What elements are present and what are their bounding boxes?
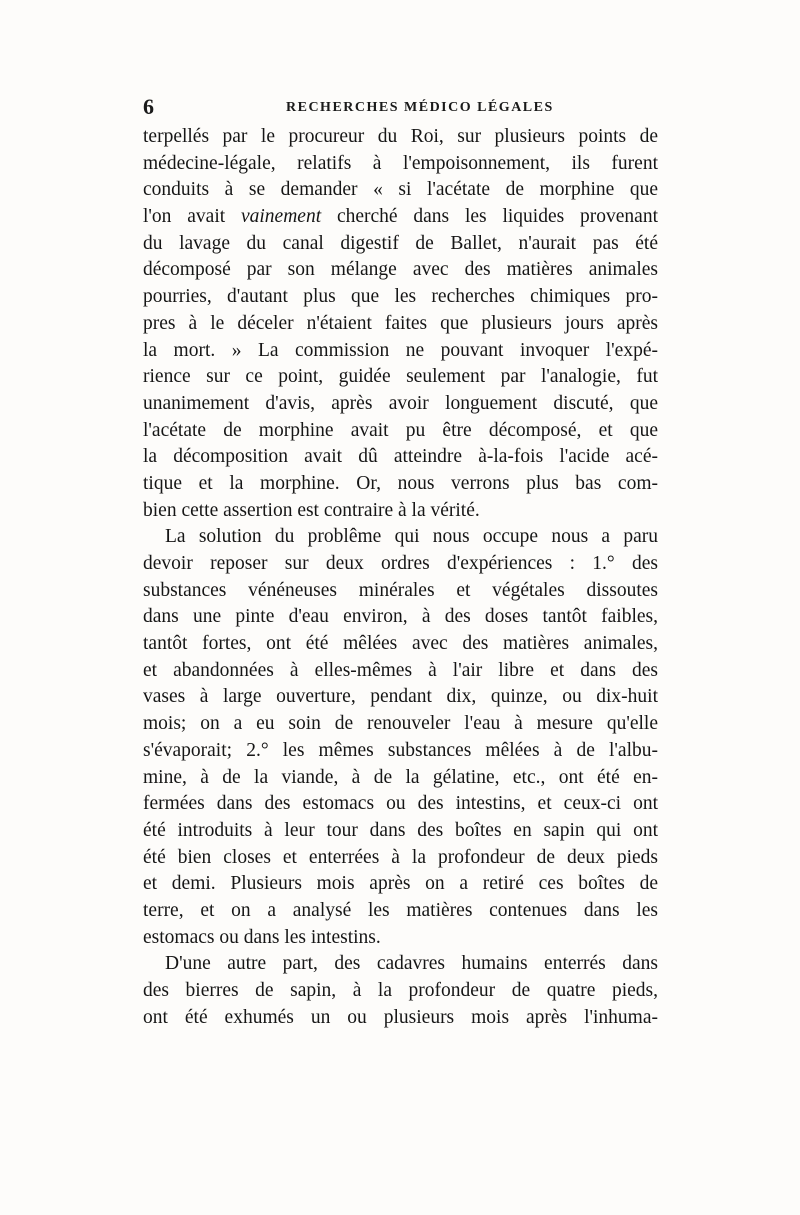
text-line: pres à le déceler n'étaient faites que plusieurs jours après: [143, 312, 658, 334]
text-line: estomacs ou dans les intestins.: [143, 926, 381, 948]
text-line: décomposé par son mélange avec des matières animales: [143, 259, 658, 281]
text-line: substances vénéneuses minérales et végétales dissoutes: [143, 579, 658, 601]
text-line: et demi. Plusieurs mois après on a retiré ces boîtes de: [143, 873, 658, 895]
page-header: [143, 94, 658, 118]
text-line: la mort. » La commission ne pouvant invoquer l'expé-: [143, 339, 658, 361]
text-segment: cherché dans les liquides provenant: [321, 206, 658, 228]
text-line: des bierres de sapin, à la profondeur de quatre pieds,: [143, 980, 658, 1001]
text-line: tantôt fortes, ont été mêlées avec des matières animales,: [143, 633, 658, 655]
text-line: terre, et on a analysé les matières contenues dans les: [143, 899, 658, 921]
text-line: du lavage du canal digestif de Ballet, n'aurait pas été: [143, 232, 658, 254]
text-line: mois; on a eu soin de renouveler l'eau à mesure qu'elle: [143, 713, 658, 735]
text-line: pourries, d'autant plus que les recherches chimiques pro-: [143, 286, 658, 308]
text-line: et abandonnées à elles-mêmes à l'air libre et dans des: [143, 659, 658, 681]
text-line: terpellés par le procureur du Roi, sur plusieurs points de: [143, 126, 658, 147]
text-line: tique et la morphine. Or, nous verrons plus bas com-: [143, 472, 658, 494]
text-line: été bien closes et enterrées à la profondeur de deux pieds: [143, 846, 658, 868]
text-line: médecine-légale, relatifs à l'empoisonnement, ils furent: [143, 152, 658, 174]
text-line: ont été exhumés un ou plusieurs mois après l'inhuma-: [143, 1006, 658, 1028]
text-line: mine, à de la viande, à de la gélatine, etc., ont été en-: [143, 766, 658, 788]
page-number: 6: [143, 94, 154, 119]
text-line: bien cette assertion est contraire à la vérité.: [143, 499, 480, 521]
running-head: RECHERCHES MÉDICO LÉGALES: [286, 100, 554, 115]
text-line: La solution du problême qui nous occupe nous a paru: [165, 526, 658, 548]
text-line: devoir reposer sur deux ordres d'expériences : 1.° des: [143, 553, 658, 574]
text-line: fermées dans des estomacs ou des intestins, et ceux-ci ont: [143, 793, 658, 815]
text-line: s'évaporait; 2.° les mêmes substances mêlées à de l'albu-: [143, 739, 658, 761]
text-line: rience sur ce point, guidée seulement par l'analogie, fut: [143, 366, 658, 388]
text-line: [143, 204, 658, 231]
body-text: [143, 124, 658, 1031]
text-line: unanimement d'avis, après avoir longuement discuté, que: [143, 392, 658, 414]
text-line: conduits à se demander « si l'acétate de morphine que: [143, 179, 658, 201]
text-segment: l'on avait: [143, 206, 241, 228]
text-line: vases à large ouverture, pendant dix, quinze, ou dix-huit: [143, 686, 658, 708]
text-line: la décomposition avait dû atteindre à-la-fois l'acide acé-: [143, 446, 658, 468]
text-line: l'acétate de morphine avait pu être décomposé, et que: [143, 419, 658, 441]
emphasis-text: vainement: [240, 206, 322, 228]
text-line: dans une pinte d'eau environ, à des doses tantôt faibles,: [143, 606, 658, 628]
text-line: été introduits à leur tour dans des boîtes en sapin qui ont: [143, 819, 658, 841]
text-line: D'une autre part, des cadavres humains enterrés dans: [165, 953, 658, 975]
